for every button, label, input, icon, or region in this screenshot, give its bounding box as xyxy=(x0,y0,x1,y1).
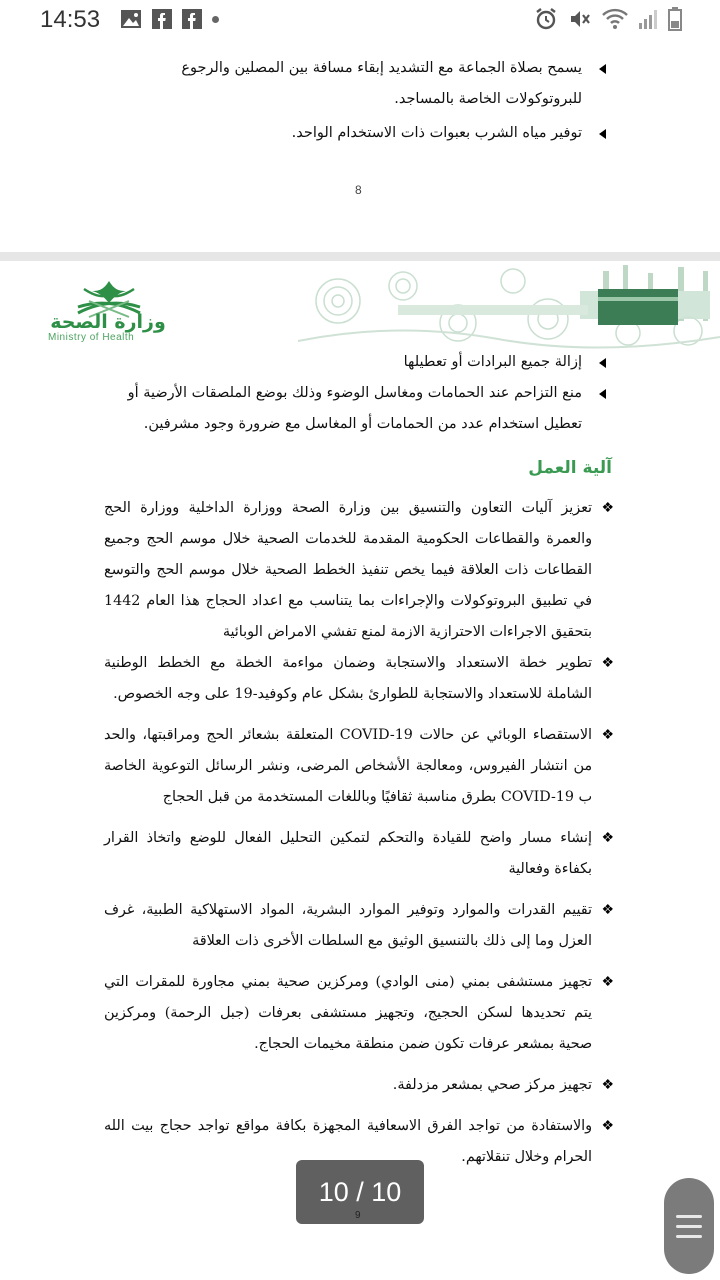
list-item: ❖ إنشاء مسار واضح للقيادة والتحكم لتمكين التحليل الفعال للوضع واتخاذ القرار بكفاءة وفعالية xyxy=(104,823,614,885)
section-title: آلية العمل xyxy=(528,458,612,478)
kaaba-header-decoration xyxy=(298,261,720,351)
status-time: 14:53 xyxy=(40,6,101,33)
logo-english-text: Ministry of Health xyxy=(48,332,135,343)
battery-icon xyxy=(668,7,682,31)
status-bar xyxy=(0,0,720,42)
page-number: 8 xyxy=(355,183,362,197)
list-item: ❖ تجهيز مركز صحي بمشعر مزدلفة. xyxy=(104,1070,614,1101)
dot-icon xyxy=(212,16,219,23)
diamond-bullet-icon: ❖ xyxy=(601,974,614,990)
bullet-icon xyxy=(599,389,606,399)
facebook-icon xyxy=(152,9,172,29)
bullet-icon xyxy=(599,64,606,74)
page-counter: 10 / 10 xyxy=(296,1160,424,1224)
list-item: إزالة جميع البرادات أو تعطيلها xyxy=(108,347,608,378)
diamond-bullet-icon: ❖ xyxy=(601,830,614,846)
wifi-icon xyxy=(602,8,628,30)
diamond-bullet-icon: ❖ xyxy=(601,727,614,743)
page9-bullet-list xyxy=(108,347,608,440)
facebook-icon xyxy=(182,9,202,29)
alarm-icon xyxy=(534,7,558,31)
list-item: ❖ تجهيز مستشفى بمني (منى الوادي) ومركزين صحية بمني مجاورة للمقرات التي يتم تحديدها لسكن الحجيج، وتجهيز مستشفى بعرفات (جبل الرحمة) ومركزين صحية بمشعر عرفات تكون ضمن منطقة مخيمات الحجاج. xyxy=(104,967,614,1060)
list-item: يسمح بصلاة الجماعة مع التشديد إبقاء مسافة بين المصلين والرجوع للبروتوكولات الخاصة بالمساجد. xyxy=(108,53,608,115)
bullet-icon xyxy=(599,358,606,368)
bullet-icon xyxy=(599,129,606,139)
handle-grip-line xyxy=(676,1225,702,1228)
diamond-bullet-icon: ❖ xyxy=(601,1118,614,1134)
mute-icon xyxy=(568,7,592,31)
diamond-bullet-icon: ❖ xyxy=(601,1077,614,1093)
list-item: ❖ تعزيز آليات التعاون والتنسيق بين وزارة الصحة ووزارة الداخلية ووزارة الحج والعمرة والقطاعات الحكومية المقدمة للخدمات الصحية خلال موسم الحج وجميع القطاعات ذات العلاقة فيما يخص تنفيذ الخطط الصحية خلال موسم الحج والتوسع في تطبيق البروتوكولات والإجراءات بما يتناسب مع اعداد الحجاج هذا العام 1442 بتحقيق الاجراءات الاحترازية الازمة لمنع تفشي الامراض الوبائية xyxy=(104,493,614,648)
list-item: ❖ تطوير خطة الاستعداد والاستجابة وضمان مواءمة الخطة مع الخطط الوطنية الشاملة للاستعداد والاستجابة للطوارئ بشكل عام وكوفيد-19 على وجه الخصوص. xyxy=(104,648,614,710)
page8-bullet-list xyxy=(108,53,608,149)
list-item: ❖ تقييم القدرات والموارد وتوفير الموارد البشرية، المواد الاستهلاكية الطبية، غرف العزل وما إلى ذلك بالتنسيق الوثيق مع السلطات الأخرى ذات العلاقة xyxy=(104,895,614,957)
diamond-bullet-icon: ❖ xyxy=(601,902,614,918)
document-page-9 xyxy=(0,261,720,1280)
list-item: توفير مياه الشرب بعبوات ذات الاستخدام الواحد. xyxy=(108,118,608,149)
list-item: منع التزاحم عند الحمامات ومغاسل الوضوء وذلك بوضع الملصقات الأرضية أو تعطيل استخدام عدد من الحمامات أو المغاسل مع ضرورة وجود مشرفين. xyxy=(108,378,608,440)
diamond-bullet-icon: ❖ xyxy=(601,655,614,671)
handle-grip-line xyxy=(676,1235,702,1238)
list-item: ❖ الاستقصاء الوبائي عن حالات COVID-19 المتعلقة بشعائر الحج ومراقبتها، والحد من انتشار الفيروس، ومعالجة الأشخاص المرضى، ونشر الرسائل التوعوية الخاصة ب COVID-19 بطرق مناسبة ثقافيًا وباللغات المستخدمة من قبل الحجاج xyxy=(104,720,614,813)
handle-grip-line xyxy=(676,1215,702,1218)
image-icon xyxy=(120,9,142,29)
page-separator xyxy=(0,252,720,261)
fast-scroll-handle[interactable] xyxy=(664,1178,714,1274)
logo-arabic-text: وزارة الصحة xyxy=(50,311,166,333)
page-number: 9 xyxy=(355,1210,361,1221)
diamond-bullet-icon: ❖ xyxy=(601,500,614,516)
list-item: ❖ والاستفادة من تواجد الفرق الاسعافية المجهزة بكافة مواقع تواجد حجاج بيت الله الحرام وخلال تنقلاتهم. xyxy=(104,1111,614,1173)
signal-icon xyxy=(638,8,658,30)
work-mechanism-list xyxy=(104,493,614,1173)
